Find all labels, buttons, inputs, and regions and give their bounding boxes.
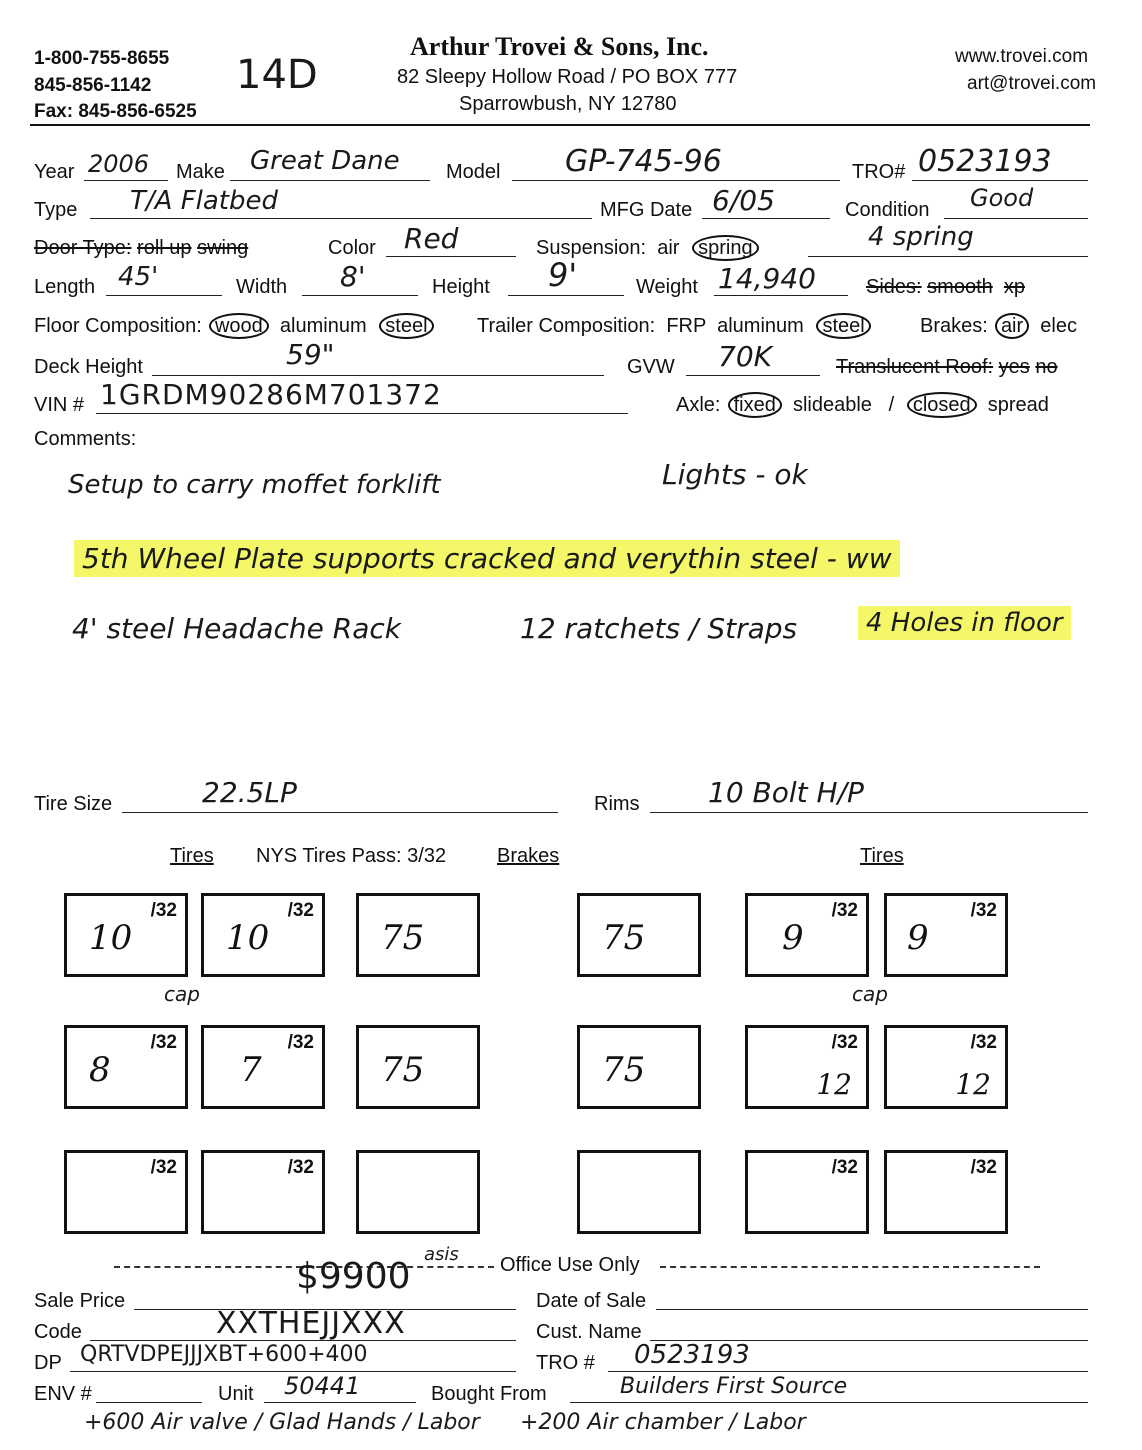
office-tro-value: 0523193: [634, 1340, 750, 1370]
fax-number: Fax: 845-856-6525: [34, 101, 197, 122]
fraction-label: /32: [831, 1157, 858, 1178]
type-label: Type: [34, 199, 78, 221]
door-type-text: Door Type:: [34, 237, 132, 259]
suspension-opt-air: air: [657, 237, 680, 259]
tire-box-r3-c4: [884, 1150, 1008, 1234]
height-label: Height: [432, 276, 490, 298]
door-type-label: [34, 237, 248, 260]
model-line: [512, 180, 840, 181]
fraction-label: /32: [831, 900, 858, 921]
env-line: [96, 1402, 202, 1403]
footer-note-1: +600 Air valve / Glad Hands / Labor: [84, 1410, 480, 1435]
sale-price-label: Sale Price: [34, 1290, 126, 1312]
comment-line-3c: 4 Holes in floor: [858, 606, 1071, 640]
sides-opt-xp: xp: [1003, 276, 1025, 298]
date-of-sale-line: [656, 1309, 1088, 1310]
bought-from-label: Bought From: [431, 1383, 547, 1405]
tread-depth: 9: [907, 918, 929, 958]
height-value: 9': [548, 256, 578, 294]
condition-label: Condition: [845, 199, 930, 221]
comment-line-1b: Lights - ok: [662, 458, 808, 491]
deck-height-label: Deck Height: [34, 356, 143, 378]
roof-opt-no: no: [1035, 356, 1058, 378]
tread-depth: 12: [955, 1068, 991, 1101]
type-line: [90, 218, 592, 219]
fraction-label: /32: [150, 1032, 177, 1053]
office-use-header: Office Use Only: [500, 1254, 640, 1276]
trailer-composition-label: [477, 315, 871, 338]
tread-depth: 10: [89, 918, 133, 958]
office-divider-right: [660, 1266, 1040, 1268]
door-opt-swing: swing: [197, 237, 249, 259]
axle-opt-spread: spread: [987, 394, 1049, 416]
floor-opt-steel: steel: [379, 313, 433, 339]
dp-label: DP: [34, 1352, 62, 1374]
brakes-header: Brakes: [497, 845, 560, 867]
tire-box-r3-c3: [745, 1150, 869, 1234]
floor-opt-aluminum: aluminum: [279, 315, 367, 337]
width-line: [302, 295, 418, 296]
brakes-label: [920, 315, 1077, 338]
brake-box-r1-c2: [577, 893, 701, 977]
unit-line: [264, 1402, 416, 1403]
brake-box-r3-c2: [577, 1150, 701, 1234]
width-label: Width: [236, 276, 288, 298]
trailer-opt-aluminum: aluminum: [717, 315, 804, 337]
vin-label: VIN #: [34, 394, 85, 416]
sides-opt-smooth: smooth: [927, 276, 993, 298]
tro-value: 0523193: [918, 144, 1052, 179]
comment-line-3a: 4' steel Headache Rack: [72, 612, 401, 645]
unit-value: 50441: [284, 1372, 361, 1400]
tires-header-right: Tires: [860, 845, 904, 867]
length-line: [106, 295, 222, 296]
color-label: Color: [328, 237, 376, 259]
roof-opt-yes: yes: [998, 356, 1030, 378]
tire-box-r2-c1: [64, 1025, 188, 1109]
company-name: Arthur Trovei & Sons, Inc.: [410, 32, 709, 61]
tro-line: [912, 180, 1088, 181]
color-line: [386, 256, 516, 257]
fraction-label: /32: [831, 1032, 858, 1053]
suspension-note: 4 spring: [868, 222, 974, 252]
tire-box-r2-c4: [884, 1025, 1008, 1109]
axle-label: [676, 394, 1049, 417]
brake-percent: 75: [602, 1050, 646, 1090]
sides-text: Sides:: [866, 276, 922, 298]
floor-text: Floor Composition:: [34, 315, 202, 337]
brakes-opt-elec: elec: [1040, 315, 1077, 337]
brake-box-r3-c1: [356, 1150, 480, 1234]
weight-label: Weight: [636, 276, 698, 298]
tire-box-r1-c1: [64, 893, 188, 977]
weight-value: 14,940: [718, 262, 816, 295]
tire-size-value: 22.5LP: [202, 776, 297, 809]
axle-opt-fixed: fixed: [728, 392, 782, 418]
comment-line-3b: 12 ratchets / Straps: [520, 612, 798, 645]
brake-box-r2-c2: [577, 1025, 701, 1109]
sides-label: [866, 276, 1025, 299]
model-value: GP-745-96: [565, 144, 722, 179]
tread-depth: 8: [89, 1050, 111, 1090]
roof-text: Translucent Roof:: [836, 356, 994, 378]
cust-name-label: Cust. Name: [536, 1321, 642, 1343]
tire-box-r2-c2: [201, 1025, 325, 1109]
mfg-label: MFG Date: [600, 199, 693, 221]
office-tro-label: TRO #: [536, 1352, 595, 1374]
tire-box-r3-c2: [201, 1150, 325, 1234]
nys-tires-pass: NYS Tires Pass: 3/32: [256, 845, 447, 867]
condition-value: Good: [970, 184, 1034, 212]
vin-line: [96, 413, 628, 414]
condition-line: [944, 218, 1088, 219]
dp-value: QRTVDPEJJJXBT+600+400: [80, 1342, 368, 1367]
tire-box-r1-c4: [884, 893, 1008, 977]
color-value: Red: [404, 222, 459, 255]
gvw-value: 70K: [718, 340, 772, 373]
trailer-text: Trailer Composition:: [477, 315, 656, 337]
year-label: Year: [34, 161, 75, 183]
comment-line-1a: Setup to carry moffet forklift: [68, 470, 441, 500]
vin-value: 1GRDM90286M701372: [100, 378, 442, 411]
tread-depth: 9: [782, 918, 804, 958]
floor-opt-wood: wood: [209, 313, 269, 339]
tread-depth: 12: [816, 1068, 852, 1101]
length-label: Length: [34, 276, 96, 298]
gvw-label: GVW: [627, 356, 675, 378]
tread-depth: 7: [240, 1050, 262, 1090]
fraction-label: /32: [287, 1157, 314, 1178]
cap-note-right: cap: [852, 982, 888, 1006]
suspension-opt-spring: spring: [692, 235, 758, 261]
axle-text: Axle:: [676, 394, 721, 416]
sale-price-value: $9900: [296, 1256, 411, 1297]
sale-price-note: asis: [424, 1244, 459, 1265]
office-tro-line: [608, 1371, 1088, 1372]
length-value: 45': [118, 262, 159, 292]
website: www.trovei.com: [955, 46, 1089, 67]
rims-value: 10 Bolt H/P: [708, 776, 864, 809]
fraction-label: /32: [150, 900, 177, 921]
suspension-text: Suspension:: [536, 237, 647, 259]
fraction-label: /32: [970, 1032, 997, 1053]
mfg-value: 6/05: [712, 184, 775, 217]
brake-percent: 75: [381, 1050, 425, 1090]
gvw-line: [686, 375, 820, 376]
tro-label: TRO#: [852, 161, 906, 183]
fraction-label: /32: [970, 900, 997, 921]
phone-1: 1-800-755-8655: [34, 48, 170, 69]
unit-label: Unit: [218, 1383, 254, 1405]
fraction-label: /32: [287, 1032, 314, 1053]
brake-box-r1-c1: [356, 893, 480, 977]
fraction-label: /32: [150, 1157, 177, 1178]
axle-separator: /: [888, 394, 895, 416]
tire-box-r1-c3: [745, 893, 869, 977]
brakes-opt-air: air: [995, 313, 1029, 339]
tread-depth: 10: [226, 918, 270, 958]
email: art@trovei.com: [967, 73, 1097, 94]
deck-height-value: 59": [286, 338, 335, 371]
type-value: T/A Flatbed: [130, 186, 279, 216]
header-rule: [30, 124, 1090, 126]
tires-header-left: Tires: [170, 845, 214, 867]
company-address-1: 82 Sleepy Hollow Road / PO BOX 777: [397, 66, 738, 88]
bought-from-line: [570, 1402, 1088, 1403]
deck-height-line: [152, 375, 604, 376]
footer-note-2: +200 Air chamber / Labor: [520, 1410, 806, 1435]
trailer-opt-steel: steel: [816, 313, 870, 339]
phone-2: 845-856-1142: [34, 75, 152, 96]
door-opt-rollup: roll up: [137, 237, 192, 259]
brake-percent: 75: [381, 918, 425, 958]
fraction-label: /32: [970, 1157, 997, 1178]
tire-box-r3-c1: [64, 1150, 188, 1234]
date-of-sale-label: Date of Sale: [536, 1290, 647, 1312]
fraction-label: /32: [287, 900, 314, 921]
code-value: XXTHEJJXXX: [216, 1306, 406, 1341]
bought-from-value: Builders First Source: [620, 1374, 848, 1399]
rims-line: [650, 812, 1088, 813]
make-label: Make: [176, 161, 225, 183]
env-label: ENV #: [34, 1383, 92, 1405]
width-value: 8': [340, 260, 366, 293]
suspension-line: [808, 256, 1088, 257]
code-label: Code: [34, 1321, 82, 1343]
year-line: [84, 180, 168, 181]
weight-line: [714, 295, 848, 296]
make-value: Great Dane: [250, 146, 400, 176]
trailer-opt-frp: FRP: [666, 315, 706, 337]
brake-box-r2-c1: [356, 1025, 480, 1109]
axle-opt-closed: closed: [907, 392, 977, 418]
tire-size-label: Tire Size: [34, 793, 113, 815]
mfg-line: [702, 218, 830, 219]
axle-opt-slideable: slideable: [792, 394, 872, 416]
year-value: 2006: [88, 150, 150, 178]
rims-label: Rims: [594, 793, 640, 815]
make-line: [230, 180, 430, 181]
tire-box-r1-c2: [201, 893, 325, 977]
cap-note-left: cap: [164, 982, 200, 1006]
comment-line-2: 5th Wheel Plate supports cracked and verythin steel - ww: [74, 540, 900, 577]
brake-percent: 75: [602, 918, 646, 958]
tire-box-r2-c3: [745, 1025, 869, 1109]
translucent-roof-label: [836, 356, 1058, 379]
stock-number: 14D: [236, 52, 318, 98]
height-line: [508, 295, 624, 296]
floor-composition-label: [34, 315, 434, 338]
company-address-2: Sparrowbush, NY 12780: [459, 93, 677, 115]
comments-label: Comments:: [34, 428, 137, 450]
brakes-text: Brakes:: [920, 315, 988, 337]
tire-size-line: [122, 812, 558, 813]
model-label: Model: [446, 161, 501, 183]
